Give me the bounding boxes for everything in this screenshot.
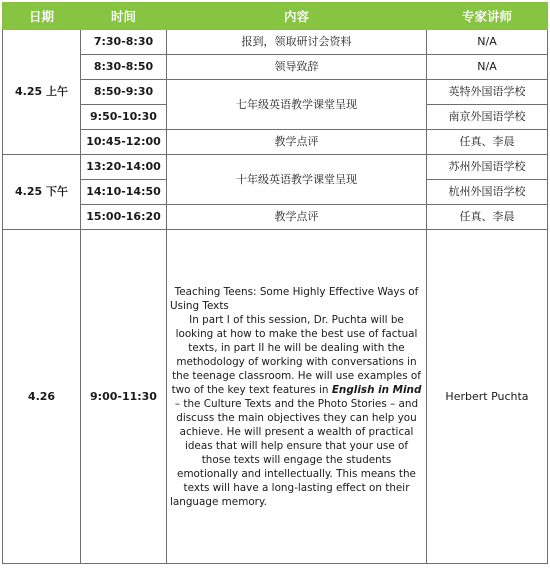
session-speaker: N/A [427, 55, 548, 80]
session-time: 9:50-10:30 [81, 105, 167, 130]
session-time: 13:20-14:00 [81, 155, 167, 180]
session-speaker: 任真、李晨 [427, 130, 548, 155]
session-content: 教学点评 [167, 130, 427, 155]
session-time: 8:50-9:30 [81, 80, 167, 105]
header-content: 内容 [167, 3, 427, 30]
session-date: 4.25 上午 [3, 30, 81, 155]
session-body [170, 313, 423, 509]
session-body-part2: – the Culture Texts and the Photo Stories – and discuss the main objectives they can help you achieve. He will present a wealth of practical ideas that will help ensure that your use of those texts will engage the students emotionally and intellectually. This means the texts will have a long-lasting effect on their language memory. [170, 397, 419, 508]
session-time: 15:00-16:20 [81, 205, 167, 230]
header-row [3, 3, 548, 30]
session-time: 7:30-8:30 [81, 30, 167, 55]
table-row [3, 30, 548, 55]
session-speaker: 苏州外国语学校 [427, 155, 548, 180]
table-row [3, 205, 548, 230]
header-time: 时间 [81, 3, 167, 30]
session-speaker: N/A [427, 30, 548, 55]
session-time: 14:10-14:50 [81, 180, 167, 205]
session-date: 4.26 [3, 230, 81, 564]
schedule-table [2, 2, 548, 564]
table-row [3, 155, 548, 180]
book-title: English in Mind [331, 383, 422, 396]
session-speaker: Herbert Puchta [427, 230, 548, 564]
session-description [167, 230, 427, 564]
session-speaker: 南京外国语学校 [427, 105, 548, 130]
session-date: 4.25 下午 [3, 155, 81, 230]
table-row [3, 230, 548, 564]
session-body-part1: In part I of this session, Dr. Puchta will be looking at how to make the best use of factual texts, in part II he will be dealing with the methodology of working with conversations in the teenage classroom. He will use examples of two of the key text features in [171, 313, 421, 396]
session-content: 报到，领取研讨会资料 [167, 30, 427, 55]
session-speaker: 英特外国语学校 [427, 80, 548, 105]
session-speaker: 杭州外国语学校 [427, 180, 548, 205]
header-date: 日期 [3, 3, 81, 30]
session-content: 七年级英语教学课堂呈现 [167, 80, 427, 130]
session-content: 十年级英语教学课堂呈现 [167, 155, 427, 205]
session-content: 领导致辞 [167, 55, 427, 80]
session-time: 10:45-12:00 [81, 130, 167, 155]
session-time: 8:30-8:50 [81, 55, 167, 80]
table-row [3, 130, 548, 155]
session-title: Teaching Teens: Some Highly Effective Ways of Using Texts [170, 285, 419, 312]
session-time: 9:00-11:30 [81, 230, 167, 564]
header-speaker: 专家讲师 [427, 3, 548, 30]
table-row [3, 80, 548, 105]
session-speaker: 任真、李晨 [427, 205, 548, 230]
session-content: 教学点评 [167, 205, 427, 230]
table-row [3, 55, 548, 80]
